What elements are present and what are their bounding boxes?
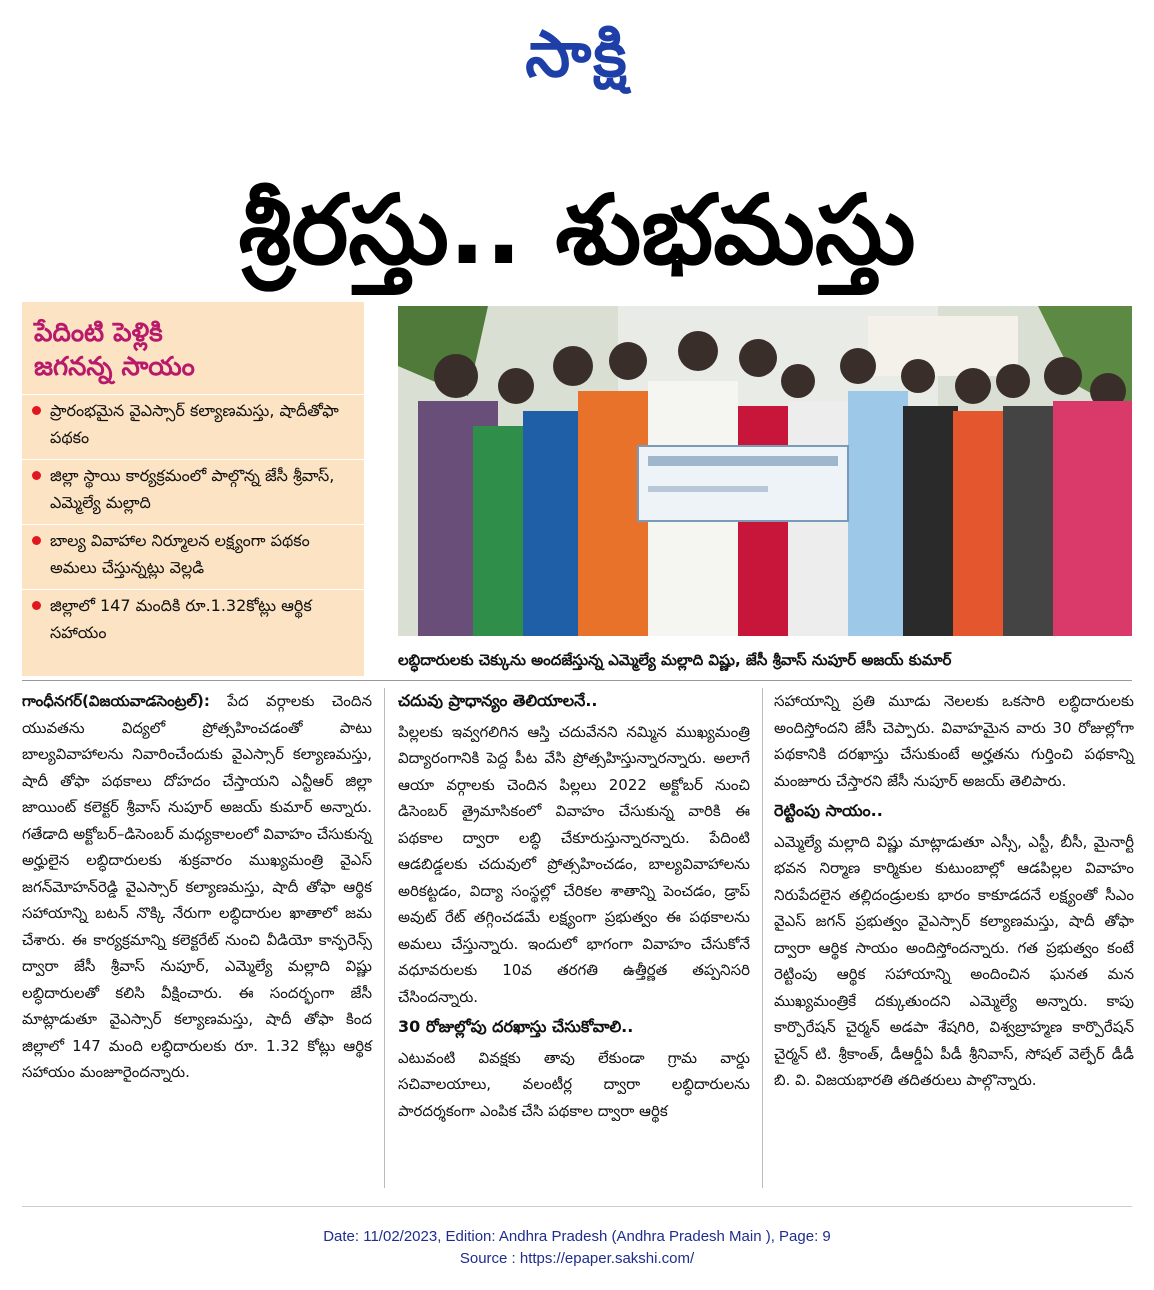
- highlight-item: జిల్లాలో 147 మందికి రూ.1.32కోట్లు ఆర్థిక సహాయం: [22, 589, 364, 654]
- divider: [22, 680, 1132, 681]
- subheading: 30 రోజుల్లోపు దరఖాస్తు చేసుకోవాలి..: [398, 1017, 634, 1036]
- subheading: రెట్టింపు సాయం..: [774, 801, 883, 820]
- highlights-box: [22, 302, 364, 676]
- highlight-item: జిల్లా స్థాయి కార్యక్రమంలో పాల్గొన్న జేసీ శ్రీవాస్, ఎమ్మెల్యే మల్లాది: [22, 459, 364, 524]
- masthead-logo: సాక్షి: [525, 18, 629, 92]
- subheading: చదువు ప్రాధాన్యం తెలియాలనే..: [398, 691, 598, 710]
- highlight-item: ప్రారంభమైన వైఎస్సార్ కల్యాణమస్తు, షాదీతోఫా పథకం: [22, 394, 364, 459]
- photo-caption: లబ్ధిదారులకు చెక్కును అందజేస్తున్న ఎమ్మెల్యే మల్లాది విష్ణు, జేసీ శ్రీవాస్ నుపూర్ అజయ్ కుమార్: [398, 651, 952, 669]
- news-photo: [398, 306, 1132, 636]
- dateline: గాంధీనగర్(విజయవాడసెంట్రల్):: [22, 692, 210, 710]
- article-column-1: [22, 688, 372, 1086]
- highlights-title-line1: పేదింటి పెళ్లికి: [34, 318, 163, 348]
- headline: శ్రీరస్తు.. శుభమస్తు: [238, 174, 916, 286]
- highlights-title: [22, 302, 364, 384]
- article-text: పిల్లలకు ఇవ్వగలిగిన ఆస్తి చదువేనని నమ్మిన ముఖ్యమంత్రి విద్యారంగానికి పెద్ద పీట వేసి ప్రోత్సహిస్తున్నారన్నారు. అలాగే ఆయా వర్గాలకు చెందిన పిల్లలు 2022 అక్టోబర్ నుంచి డిసెంబర్ త్రైమాసికంలో వివాహం చేసుకున్న వారికి ఈ పథకాల ద్వారా లబ్ధి చేకూరుస్తున్నారన్నారు. పేదింటి ఆడబిడ్డలకు చదువులో ప్రోత్సహించడం, బాల్యవివాహాలను అరికట్టడం, విద్యా సంస్థల్లో చేరికల శాతాన్ని పెంచడం, డ్రాప్ అవుట్ రేట్ తగ్గించడమే లక్ష్యంగా ప్రభుత్వం ఈ పథకాలను అమలు చేస్తున్నారు. ఇందులో భాగంగా వివాహం చేసుకోనే వధూవరులకు 10వ తరగతి ఉత్తీర్ణత తప్పనిసరి చేసిందన్నారు.: [398, 722, 750, 1006]
- group-photo-illustration: [398, 306, 1132, 636]
- highlights-list: [22, 394, 364, 654]
- footer-edition-info: Date: 11/02/2023, Edition: Andhra Pradesh (Andhra Pradesh Main ), Page: 9: [323, 1228, 831, 1245]
- article-column-2: [398, 688, 750, 1124]
- article-column-3: [774, 688, 1134, 1094]
- highlight-item: బాల్య వివాహాల నిర్మూలన లక్ష్యంగా పథకం అమలు చేస్తున్నట్లు వెల్లడి: [22, 524, 364, 589]
- highlights-title-line2: జగనన్న సాయం: [34, 352, 195, 382]
- column-divider: [384, 688, 385, 1188]
- article-text: ఎమ్మెల్యే మల్లాది విష్ణు మాట్లాడుతూ ఎస్సీ, ఎస్టీ, బీసీ, మైనార్టీ భవన నిర్మాణ కార్మికుల కుటుంబాల్లో ఆడపిల్లల వివాహం నిరుపేదలైన తల్లిదండ్రులకు భారం కాకూడదనే లక్ష్యంతో సీఎం వైఎస్ జగన్ ప్రభుత్వం వైఎస్సార్ కల్యాణమస్తు, షాదీ తోఫా ద్వారా ఆర్థిక సాయం అందిస్తోందన్నారు. గత ప్రభుత్వం కంటే రెట్టింపు ఆర్థిక సహాయాన్ని అందించిన ఘనత మన ముఖ్యమంత్రికే దక్కుతుందని ఎమ్మెల్యే అన్నారు. కాపు కార్పొరేషన్ చైర్మన్ అడపా శేషగిరి, విశ్వబ్రాహ్మణ కార్పొరేషన్ చైర్మన్ టి. శ్రీకాంత్, డీఆర్డీఏ పీడీ శ్రీనివాస్, సోషల్ వెల్ఫేర్ డీడీ బి. వి. విజయభారతి తదితరులు పాల్గొన్నారు.: [774, 832, 1134, 1089]
- column-divider: [762, 688, 763, 1188]
- article-text: సహాయాన్ని ప్రతి మూడు నెలలకు ఒకసారి లబ్ధిదారులకు అందిస్తోందని జేసీ చెప్పారు. వివాహమైన వారు 30 రోజుల్లోగా పథకానికి దరఖాస్తు చేసుకుంటే అర్హతను గుర్తించి పథకాన్ని మంజూరు చేస్తారని జేసీ నుపూర్ అజయ్ తెలిపారు.: [774, 692, 1134, 790]
- footer-source: Source : https://epaper.sakshi.com/: [459, 1250, 695, 1267]
- article-text: ఎటువంటి వివక్షకు తావు లేకుండా గ్రామ వార్డు సచివాలయాలు, వలంటీర్ల ద్వారా లబ్ధిదారులను పారదర్శకంగా ఎంపిక చేసి పథకాల ద్వారా ఆర్థిక: [398, 1048, 750, 1120]
- footer-divider: [22, 1206, 1132, 1207]
- article-text: పేద వర్గాలకు చెందిన యువతను విద్యలో ప్రోత్సహించడంతో పాటు బాల్యవివాహాలను నివారించేందుకు వైఎస్సార్ కల్యాణమస్తు, షాదీ తోఫా పథకాలు దోహదం చేస్తాయని ఎన్టీఆర్ జిల్లా జాయింట్ కలెక్టర్ శ్రీవాస్ నుపూర్ అజయ్ కుమార్ అన్నారు. గతేడాది అక్టోబర్–డిసెంబర్ మధ్యకాలంలో వివాహం చేసుకున్న అర్హులైన లబ్ధిదారులకు శుక్రవారం ముఖ్యమంత్రి వైఎస్ జగన్‌మోహన్‌రెడ్డి వైఎస్సార్ కల్యాణమస్తు, షాదీ తోఫా ఆర్థిక సహాయాన్ని బటన్ నొక్కి నేరుగా లబ్ధిదారుల ఖాతాలో జమ చేశారు. ఈ కార్యక్రమాన్ని కలెక్టరేట్ నుంచి వీడియో కాన్ఫరెన్స్ ద్వారా జేసీ శ్రీవాస్ నుపూర్, ఎమ్మెల్యే మల్లాది విష్ణు లబ్ధిదారులతో కలిసి వీక్షించారు. ఈ సందర్భంగా జేసీ మాట్లాడుతూ వైఎస్సార్ కల్యాణమస్తు, షాదీ తోఫా కింద జిల్లాలో 147 మంది లబ్ధిదారులకు రూ. 1.32 కోట్లు ఆర్థిక సహాయం మంజూరైందన్నారు.: [22, 692, 372, 1081]
